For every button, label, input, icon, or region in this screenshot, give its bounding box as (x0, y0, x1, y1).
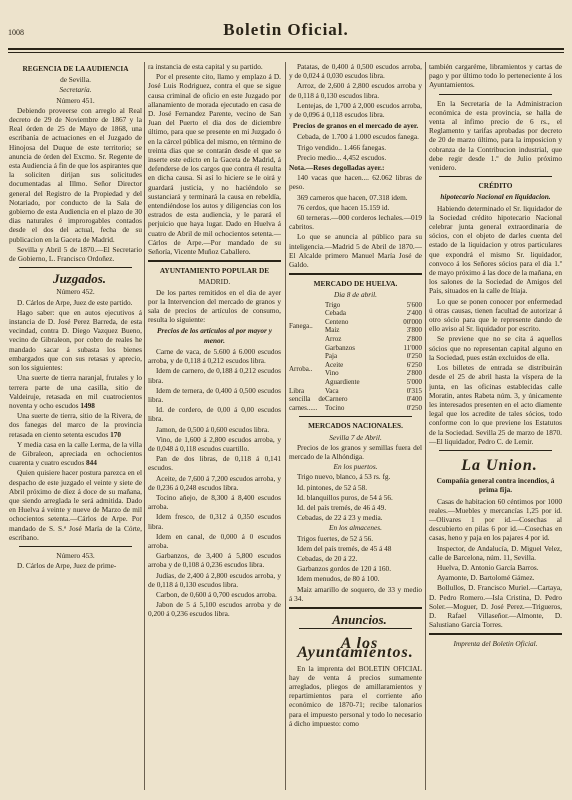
market-row (289, 387, 422, 396)
section-heading: MERCADOS NACIONALES. (308, 421, 403, 431)
ad-heading: A los Ayuntamientos. (297, 635, 414, 662)
paragraph: Lo que se anuncia al público para su inteligencia.—Madrid 5 de Abril de 1870.—El Alcalde primero Manuel María José de Galdo. (289, 232, 422, 270)
price-line: Id. pintones, de 52 á 58. (297, 482, 368, 492)
price-line: Precio medio... 4,452 escudos. (297, 152, 387, 162)
market-row (289, 301, 422, 310)
paragraph: Los billetes de entrada se distribuirán desde el 25 de abril hasta la víspera de la junta, en las oficinas establecidas calle Moratin, antes Rabeta núm. 3, y únicamente les interesados presenten en el acto diamente legal que los acredite de tales sócios, todo conforme con lo que previene los Estatutos de la Sociedad. Sevilla 25 de marzo de 1870.—El liquidador, Pedro C. de Lemir. (429, 363, 562, 446)
paragraph: Ayamonte, D. Bartolomé Gámez. (437, 573, 535, 583)
section-subheading: hipotecario Nacional en liquidacion. (440, 192, 551, 202)
column-4 (429, 62, 562, 792)
paragraph: 60 terneras.—000 corderos lechales.—019 cabritos. (289, 213, 422, 232)
item-name: Centeno (325, 317, 349, 326)
paragraph: Se previene que no se cita á aquellos sócios que no representan capital alguno en la Sociedad, pues están excluidos de ella. (429, 334, 562, 362)
item-name: Garbanzos (325, 343, 355, 352)
grain-heading: Precios de granos en el mercado de ayer. (292, 121, 419, 131)
masthead-rule (8, 48, 564, 53)
price-line: Idem menudos, de 80 á 100. (297, 574, 380, 584)
paragraph: ra instancia de esta capital y su partido. (148, 62, 263, 71)
divider (439, 94, 552, 95)
price-line: Carne de vaca, de 5.600 á 6.000 escudos arroba, y de 0,118 á 0,212 escudos libra. (148, 346, 281, 366)
price-line: Judías, de 2,400 á 2,800 escudos arroba, y de 0,118 á 0,130 escudos libra. (148, 570, 281, 589)
item-name: Vaca (325, 386, 339, 395)
paragraph: Inspector, de Andalucía, D. Miguel Velez, calle de Barcelona, núm. 11, Sevilla. (429, 543, 562, 562)
price-line: Id. blanquillos puros, de 54 á 56. (297, 492, 393, 502)
price-line: Trigo nuevo, blanco, á 53 rs. fg. (297, 472, 391, 482)
item-name: Aguardiente (325, 378, 360, 387)
price-line: Aceite, de 7,600 á 7,200 escudos arroba, y de 0,236 á 0,248 escudos libra. (148, 473, 281, 492)
divider (19, 546, 132, 547)
item-price: 0'250 (406, 403, 422, 412)
item-name: Paja (325, 352, 338, 361)
price-line: Carbon, de 0,600 á 0,700 escudos arroba. (156, 589, 277, 599)
section-heading: AYUNTAMIENTO POPULAR DE (159, 266, 270, 276)
item-name: Vino (325, 369, 339, 378)
price-line: Maiz amarillo de soquero, de 33 y medio á 34. (289, 584, 422, 603)
divider (299, 628, 412, 629)
paragraph: Lo que se ponen conocer por enfermedad ú otras causas, tienen facultad de autorizar á otro sócio para que le represente dando de ello aviso al Sr. liquidador por escrito. (429, 296, 562, 334)
price-line: Trigo vendido.. 1.466 fanegas. (297, 142, 387, 152)
paragraph: también cargaréme, libramientos y cartas de pago y por último todo lo perteneciente á los Ayuntamientos. (429, 62, 562, 90)
divider (289, 273, 422, 275)
paragraph: De los partes remitidos en el dia de ayer por la Intervencion del mercado de granos y sala de precios de artículos de consumo, resulta lo siguiente: (148, 287, 281, 325)
price-line: Cebada, de 1.700 á 1.000 escudos fanega. (297, 132, 419, 142)
price-line: Tocino añejo, de 8,300 á 8,400 escudos arroba. (148, 492, 281, 512)
price-line: Trigos fuertes, de 52 á 56. (297, 533, 374, 543)
column-3 (289, 62, 422, 792)
item-price: 0'315 (406, 386, 422, 395)
price-line: Lentejas, de 1,700 á 2,000 escudos arroba, y de 0,096 á 0,118 escudos libra. (289, 100, 422, 120)
price-line: Arroz, de 2,600 á 2,800 escudos arroba y de 0,118 á 0,130 escudos libra. (289, 81, 422, 100)
item-name: Arroz (325, 335, 342, 344)
price-line: Idem en canal, de 0,000 á 0 escudos arroba. (148, 531, 281, 550)
item-price: 6'250 (406, 360, 422, 369)
paragraph: Debiendo proveerse con arreglo al Real decreto de 29 de Noviembre de 1867 y la Real órden de 25 de Mayo de 1868, una escribanía de actuaciones en el Juzgado de Hinojosa del Duque de este territorio; se anuncia de órden del Excmo. Sr. Regente de esta Audiencia á fin de que los aspirantes que la soliciten dirijan sus solicitudes documentadas al Illmo. Señor Director general del Registro de la Propiedad y del Notariado, por conducto de la Sala de gobierno de esta Audiencia en el plazo de 30 dias naturales é improrogables contados desde el dos del actual, fecha de su publicacion en la Gaceta de Madrid. (9, 105, 142, 244)
divider (299, 416, 412, 417)
market-row (289, 352, 422, 361)
item-price: 2'400 (406, 309, 422, 318)
column-divider (285, 62, 286, 790)
price-line: Jabon de 5 á 5,100 escudos arroba y de 0,200 á 0,236 escudos libra. (148, 600, 281, 619)
divider (439, 450, 552, 451)
item-name: Tocino (325, 403, 345, 412)
section-heading: CRÉDITO (478, 181, 513, 191)
item-name: Maiz (325, 326, 340, 335)
paragraph: Huelva, D. Antonio García Barros. (437, 562, 539, 572)
paragraph: D. Cárlos de Arpe, Juez de este partido. (17, 297, 133, 307)
item-price: 11'000 (403, 343, 422, 352)
section-subheading: MADRID. (198, 277, 231, 287)
unit-label: Libra sencilla de carnes...... (289, 386, 325, 412)
ad-heading: La Union. (461, 456, 538, 474)
divider (439, 176, 552, 177)
property-item: Y media casa en la calle Lerma, de la villa de Gibraleon, apreciada en ochocientos cuarenta y cuatro escudos 844 (9, 439, 142, 468)
masthead (8, 20, 564, 46)
ad-subheading: Compañía general contra incendios, á prima fija. (436, 476, 555, 495)
divider (148, 260, 281, 262)
market-table (289, 301, 422, 413)
price-line: Id. de cordero, de 0,00 á 0,00 escudos libra. (148, 405, 281, 424)
price-line: Idem de carnero, de 0,188 á 0,212 escudos libra. (148, 366, 281, 385)
property-item: Una suerte de tierra, sitio de la Rivera, de dos fanegas del marco de la provincia retasada en ciento setenta escudos 170 (9, 411, 142, 439)
paragraph: 140 vacas que hacen.... 62.062 libras de peso. (289, 173, 422, 192)
price-line: Cebadas, de 22 á 23 y media. (297, 513, 383, 523)
paragraph: En la Secretaría de la Administracion económica de esta provincia, se halla de venta al ínfimo precio de 6 rs., el Reglamento y tarifas aprobadas por decreto de 20 de marzo último, para la imposicion y cobranza de la Contribucion industrial, que debe regir desde 1.º de Julio próximo venidero. (429, 98, 562, 173)
divider (289, 607, 422, 609)
paragraph: Casas de habitacion 60 céntimos por 1000 reales.—Muebles y mercancías 1,25 por id.—Olivares 1 por id.—Cosechas al descubierto en pilas 6 por id.—Cosechas en casas, heno y paja en los pajares 4 por id. (429, 496, 562, 543)
unit-label: Arroba.. (289, 365, 313, 374)
section-heading: Anuncios. (332, 612, 387, 628)
paragraph: Hago saber: que en autos ejecutivos á instancia de D. José Perez Barreda, de esta vecindad, contra D. Diego Vazquez Bueno, vecino de Gibraleon, por cobro de reales he mandado sacar á subasta los bienes embargados que con sus retasas y aprecio, son los siguientes: (9, 307, 142, 373)
price-line: Garbanzos gordos de 120 á 160. (297, 564, 392, 574)
section-subheading: de Sevilla. (60, 75, 91, 85)
item-price: 5'600 (406, 300, 422, 309)
price-line: Pan de dos libras, de 0,118 á 0,141 escudos. (148, 454, 281, 473)
item-price: 2'800 (406, 369, 422, 378)
price-line: Patatas, de 0,400 á 0,500 escudos arroba, y de 0,024 á 0,030 escudos libra. (289, 62, 422, 81)
item-price: 5'000 (406, 378, 422, 387)
unit-label: Fanega.. (289, 322, 313, 331)
price-line: Idem del país tremés, de 45 á 48 (297, 543, 392, 553)
price-line: Id. del país tremés, de 46 á 49. (297, 503, 387, 513)
item-name: Trigo (325, 300, 341, 309)
note-heading: Nota.—Reses degolladas ayer.: (289, 163, 385, 173)
subheading: En los puertos. (333, 462, 378, 472)
date-line: Sevilla 7 de Abril. (329, 432, 382, 442)
paragraph: 369 carneros que hacen, 07.318 idem. (297, 192, 408, 202)
date-line: Dia 8 de abril. (334, 290, 377, 300)
newspaper-title: Boletin Oficial. (223, 20, 349, 39)
column-divider (144, 62, 145, 790)
notice-number: Número 451. (56, 95, 95, 105)
item-name: Cebada (325, 309, 346, 318)
price-line: Idem fresco, de 0,312 á 0,350 escudos libra. (148, 512, 281, 531)
paragraph: Precios de los granos y semillas fuera del mercado de la Alhóndiga. (289, 442, 422, 461)
notice-number: Número 453. (56, 550, 95, 560)
property-item: Una suerte de tierra naranjal, frutales y lo terrera parte de una casilla, sitio de Valdeiruje, retasada en mil cuatrocientos noventa y ocho escudos 1498 (9, 373, 142, 410)
price-line: Cebadas, de 20 á 22. (297, 554, 358, 564)
item-price: 2'800 (406, 335, 422, 344)
section-heading: MERCADO DE HUELVA. (313, 279, 398, 289)
item-name: Aceite (325, 360, 344, 369)
column-divider (425, 62, 426, 790)
paragraph: 76 cerdos, que hacen 15.159 id. (297, 202, 390, 212)
paragraph: Por el presente cito, llamo y emplazo á D. José Luis Rodriguez, contra el que se sigue causa criminal de oficio en este Juzgado por allanamiento de morada ejecutado en casa de D. José Fernandez Parente, vecino de San Juan del Puerto el dia dos de diciembre último, para que se presente en mi Juzgado ó en la cárcel pública del mismo, en término de treinta dias que se contarán desde el que se inserte este edicto en la Gaceta de Madrid, á defenderse de los cargos que contra él resulta en dicha causa. Si así lo hiciere se le oirá y guardará justicia, y no haciéndolo se sustanciará y terminará la causa en rebeldía, entendiéndose los autos y diligencias con los estrados de esta audiencia, y le parará el perjuicio que haya lugar. Dado en Huelva á cuatro de Abril de mil ochocientos setenta.—Cárlos de Arpe.—Por mandado de su Señoría, Vicente Muñoz Caballero. (148, 72, 281, 257)
paragraph: En la imprenta del BOLETIN OFICIAL hay de venta á precios sumamente arreglados, pliegos de amillaramientos y repartimientos para el corriente año económico de 1870-71; recibe talonarios para el impuesto personal y todo lo necesario á dicho impuesto: como (289, 663, 422, 728)
page-number: 1008 (8, 28, 24, 37)
item-name: Carnero (325, 395, 348, 404)
subheading: En los almacenes. (329, 523, 382, 533)
paragraph: Bollullos, D. Francisco Muriel.—Cartaya, D. Pedro Romero.—Isla Cristina, D. Pedro Soler.—Moguer, D. José Perez.—Trigueros, D. Rafael Villaseñor.—Almonte, D. Salustiano Garcia Torres. (429, 583, 562, 630)
price-line: Garbanzos, de 3,400 á 5,800 escudos arroba y de 0,108 á 0,236 escudos libra. (148, 551, 281, 570)
paragraph: Sevilla y Abril 5 de 1870.—El Secretario de Gobierno, L. Francisco Ordoñez. (9, 244, 142, 264)
paragraph: Habiendo determinado el Sr. liquidador de la Sociedad crédito hipotecario Nacional celebrar junta general extraordinaria de sócios, con el objeto de darles cuenta del estado de la liquidacion y otros particulares que expondrá el mismo Sr. liquidador, convoco á los Señores sócios para el dia 1.º de mayo próximo á las doce de la mañana, en los salones de la Sociedad de Amigos del País, situados en la calle de Itiaja. (429, 203, 562, 296)
section-heading: Juzgados. (52, 271, 107, 287)
paragraph: Quien quisiere hacer postura parezca en el despacho de este juzgado el veinte y siete de Abril próximo de diez á doce de su mañana, que siendo arreglada le será admitida. Dado en Huelva á veinte y nueve de Marzo de mil ochocientos setenta.—Cárlos de Arpe. Por mandado de S. S.ª José María de la Córte, escribano. (9, 468, 142, 542)
item-price: 0'250 (406, 352, 422, 361)
price-line: Jamon, de 0,500 á 0,600 escudos libra. (156, 424, 270, 434)
prices-heading: Precios de los artículos al por mayor y menor. (157, 326, 272, 345)
price-line: Vino, de 1,600 á 2,800 escudos arroba, y de 0,048 á 0,118 escudos cuartillo. (148, 434, 281, 453)
paragraph: D. Cárlos de Arpe, Juez de prime- (17, 561, 117, 571)
item-price: 0'400 (406, 395, 422, 404)
column-2 (148, 62, 281, 792)
secretaria-label: Secretaría. (59, 85, 92, 95)
divider (19, 267, 132, 268)
section-heading: REGENCIA DE LA AUDIENCIA (22, 64, 129, 73)
divider (429, 633, 562, 635)
item-price: 00'000 (403, 317, 422, 326)
notice-number: Número 452. (56, 287, 95, 297)
column-1 (9, 62, 142, 792)
item-price: 3'800 (406, 326, 422, 335)
printer-footer: Imprenta del Boletin Oficial. (453, 639, 538, 649)
price-line: Idem de ternera, de 0,400 á 0,500 escudos libra. (148, 385, 281, 404)
